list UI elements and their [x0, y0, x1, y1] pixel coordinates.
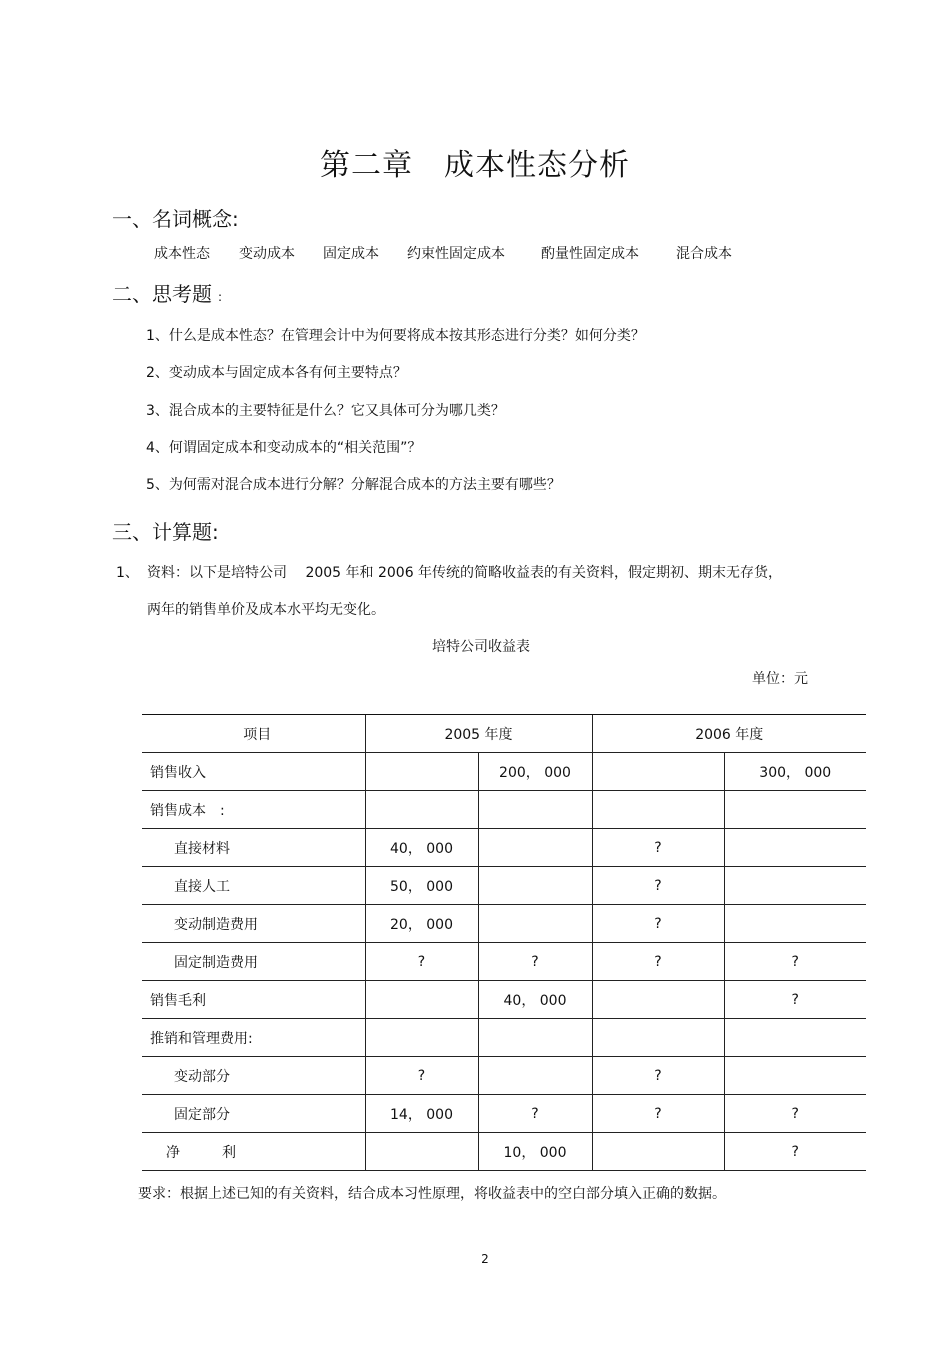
table-cell — [478, 1019, 592, 1057]
section1-heading: 一、名词概念: — [112, 207, 239, 231]
row-label: 固定制造费用 — [142, 943, 365, 981]
income-statement-table — [142, 714, 866, 1171]
term-item: 固定成本 — [323, 246, 379, 262]
term-item: 混合成本 — [676, 246, 732, 262]
table-cell — [724, 791, 866, 829]
table-cell: 20， 000 — [365, 905, 478, 943]
table-cell: ? — [478, 1095, 592, 1133]
table-cell: 300， 000 — [724, 753, 866, 791]
table-cell — [365, 753, 478, 791]
table-row — [142, 1019, 866, 1057]
table-cell — [724, 829, 866, 867]
table-cell: ? — [724, 943, 866, 981]
table-row — [142, 981, 866, 1019]
section3-heading: 三、计算题: — [112, 520, 219, 544]
table-title: 培特公司收益表 — [432, 639, 530, 655]
table-cell: 40， 000 — [478, 981, 592, 1019]
table-row — [142, 1057, 866, 1095]
table-cell: ? — [724, 1095, 866, 1133]
term-item: 变动成本 — [239, 246, 295, 262]
table-cell: ? — [592, 829, 724, 867]
table-cell — [592, 753, 724, 791]
table-row — [142, 1095, 866, 1133]
table-row — [142, 1133, 866, 1171]
row-label: 净 利 — [142, 1133, 365, 1171]
table-cell: ? — [592, 943, 724, 981]
term-item: 酌量性固定成本 — [541, 246, 639, 262]
section2-heading-colon: : — [218, 290, 223, 304]
section2-heading-text: 二、思考题 — [112, 282, 212, 306]
question-item: 3、混合成本的主要特征是什么？它又具体可分为哪几类？ — [146, 403, 505, 419]
table-row — [142, 791, 866, 829]
section2-heading — [112, 278, 222, 307]
table-row — [142, 905, 866, 943]
row-label: 变动制造费用 — [142, 905, 365, 943]
table-cell: ? — [724, 1133, 866, 1171]
table-cell — [365, 981, 478, 1019]
table-cell — [365, 1019, 478, 1057]
table-cell — [724, 867, 866, 905]
table-row — [142, 867, 866, 905]
table-cell: 200， 000 — [478, 753, 592, 791]
problem-text-line1: 资料：以下是培特公司 2005 年和 2006 年传统的简略收益表的有关资料，假定期初、期末无存货， — [147, 565, 783, 581]
table-cell — [365, 791, 478, 829]
page-title: 第二章 成本性态分析 — [320, 148, 630, 183]
header-2005: 2005 年度 — [365, 715, 592, 753]
term-item: 约束性固定成本 — [407, 246, 505, 262]
table-cell — [724, 1019, 866, 1057]
table-cell — [592, 1019, 724, 1057]
row-label: 直接材料 — [142, 829, 365, 867]
term-item: 成本性态 — [154, 246, 210, 262]
table-row — [142, 753, 866, 791]
table-cell: ? — [592, 1095, 724, 1133]
table-row — [142, 943, 866, 981]
question-item: 4、何谓固定成本和变动成本的“相关范围”？ — [146, 440, 422, 456]
problem-text-line2: 两年的销售单价及成本水平均无变化。 — [147, 602, 385, 618]
table-cell — [478, 867, 592, 905]
unit-label: 单位：元 — [752, 671, 808, 687]
problem-number: 1、 — [116, 565, 139, 581]
requirement-text: 要求：根据上述已知的有关资料，结合成本习性原理，将收益表中的空白部分填入正确的数据。 — [138, 1186, 726, 1202]
header-2006: 2006 年度 — [592, 715, 866, 753]
table-cell — [724, 1057, 866, 1095]
table-cell: 50， 000 — [365, 867, 478, 905]
table-cell: ? — [724, 981, 866, 1019]
table-cell — [478, 829, 592, 867]
header-item: 项目 — [142, 715, 365, 753]
question-item: 2、变动成本与固定成本各有何主要特点？ — [146, 365, 407, 381]
table-cell — [592, 981, 724, 1019]
row-label: 销售成本 : — [142, 791, 365, 829]
table-cell: ? — [478, 943, 592, 981]
table-row — [142, 829, 866, 867]
table-cell — [478, 791, 592, 829]
table-cell: ? — [592, 1057, 724, 1095]
table-cell: ? — [592, 905, 724, 943]
row-label: 变动部分 — [142, 1057, 365, 1095]
row-label: 固定部分 — [142, 1095, 365, 1133]
table-cell — [592, 791, 724, 829]
table-cell — [592, 1133, 724, 1171]
page-number: 2 — [481, 1252, 489, 1266]
table-cell: 10， 000 — [478, 1133, 592, 1171]
row-label: 推销和管理费用: — [142, 1019, 365, 1057]
table-cell — [478, 1057, 592, 1095]
question-item: 1、什么是成本性态？在管理会计中为何要将成本按其形态进行分类？如何分类？ — [146, 328, 645, 344]
row-label: 直接人工 — [142, 867, 365, 905]
table-header-row — [142, 715, 866, 753]
row-label: 销售收入 — [142, 753, 365, 791]
table-cell: ? — [365, 1057, 478, 1095]
row-label: 销售毛利 — [142, 981, 365, 1019]
table-cell: ? — [365, 943, 478, 981]
table-cell: ? — [592, 867, 724, 905]
table-cell — [724, 905, 866, 943]
table-cell: 40， 000 — [365, 829, 478, 867]
question-item: 5、为何需对混合成本进行分解？分解混合成本的方法主要有哪些？ — [146, 477, 561, 493]
table-cell — [478, 905, 592, 943]
table-cell — [365, 1133, 478, 1171]
table-cell: 14， 000 — [365, 1095, 478, 1133]
